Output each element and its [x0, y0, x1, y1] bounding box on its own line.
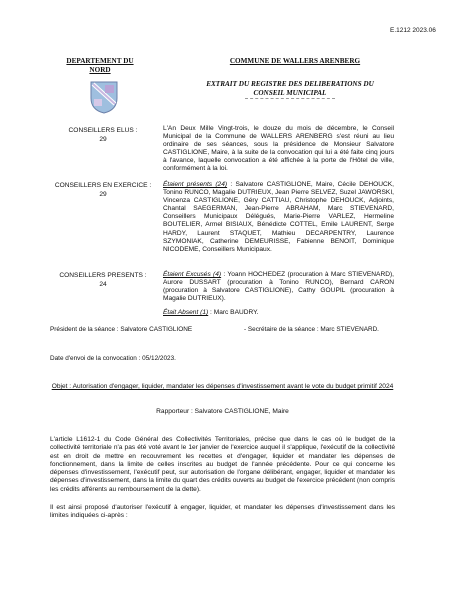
- intro-paragraph: L'An Deux Mille Vingt-trois, le douze du mois de décembre, le Conseil Municipal de la Commune de WALLERS ARENBERG s'est réuni au lieu ordinaire de ses séances, sous la présidence de Monsieur Salvatore CASTIGLIONE, Maire, à la suite de la convocation qui lui a été faite cinq jours à l'avance, laquelle convocation a été affichée à la porte de l'Hôtel de ville, conformément à la loi.: [163, 125, 394, 173]
- absent-paragraph: [163, 309, 394, 317]
- department-heading: DEPARTEMENT DU NORD: [66, 57, 134, 74]
- convocation-date: Date d'envoi de la convocation : 05/12/2023.: [50, 355, 176, 362]
- commune-coat-of-arms-logo: [89, 80, 119, 114]
- president-line: Président de la séance : Salvatore CASTIGLIONE: [50, 326, 193, 333]
- conseillers-exercice-count: 29: [99, 191, 107, 198]
- conseillers-exercice-label: CONSEILLERS EN EXERCICE :: [54, 182, 152, 189]
- presents-paragraph: [163, 181, 394, 254]
- commune-heading: COMMUNE DE WALLERS ARENBERG: [229, 57, 361, 65]
- excuses-paragraph: [163, 271, 394, 303]
- document-reference: E.1212 2023.06: [390, 27, 436, 34]
- conseillers-elus-count: 29: [99, 136, 107, 143]
- rapporteur-line: Rapporteur : Salvatore CASTIGLIONE, Maire: [156, 408, 289, 415]
- presents-label: Étaient présents (24): [163, 181, 228, 188]
- conseillers-presents-count: 24: [99, 281, 107, 288]
- conseillers-elus-label: CONSEILLERS ELUS :: [68, 127, 138, 134]
- presents-list: : Salvatore CASTIGLIONE, Maire, Cécile DEHOUCK, Tonino RUNCO, Magalie DUTRIEUX, Jean Pierre SELVEZ, Suzel JAWORSKI, Vincenza CASTIGLIONE, Géry CATTIAU, Christophe DEHOUCK, Adjoints, Chantal SAEGERMAN, Jean-Pierre ABRAHAM, Marc STIEVENARD, Conseillers Municipaux Délégués, Marie-Pierre VARLEZ, Hermeline BOUTELIER, Armel BISIAUX, Bénédicte COTTEL, Emile LAURENT, Serge HARDY, Laurent STAQUET, Mathieu DECARPENTRY, Laurence SZYMONIAK, Catherine DEMEURISSE, Fabienne BENOIT, Dominique NICODEME, Conseillers Municipaux.: [163, 181, 394, 253]
- excuses-list: : Yoann HOCHEDEZ (procuration à Marc STIEVENARD), Aurore DUSSART (procuration à Tonino RUNCO), Bernard CARON (procuration à Salvatore CASTIGLIONE), Cathy GOUPIL (procuration à Magalie DUTRIEUX).: [163, 271, 395, 303]
- body-paragraph-1: L'article L1612-1 du Code Général des Collectivités Territoriales, précise que dans le cas où le budget de la collectivité territoriale n'a pas été voté avant le 1er janvier de l'exercice auquel il s'applique, l'exécutif de la collectivité est en droit de mettre en recouvrement les recettes et d'engager, liquider et mandater les dépenses de fonctionnement, dans la limite de celles inscrites au budget de l'année précédente. Pour ce qui concerne les dépenses d'investissement, l'exécutif peut, sur autorisation de l'organe délibérant, engager, liquider et mandater les dépenses d'investissement, dans la limite du quart des crédits ouverts au budget de l'exercice précédent (non compris les crédits afférents au remboursement de la dette).: [50, 436, 395, 493]
- extrait-heading: EXTRAIT DU REGISTRE DES DELIBERATIONS DU CONSEIL MUNICIPAL: [206, 80, 374, 97]
- conseillers-presents-label: CONSEILLERS PRESENTS :: [59, 272, 147, 279]
- divider: [245, 98, 335, 99]
- excuses-label: Étaient Excusés (4): [163, 271, 222, 278]
- objet-heading: Objet : Autorisation d'engager, liquider, mandater les dépenses d'investissement avant le vote du budget primitif 2024: [51, 383, 394, 390]
- absent-label: Était Absent (1): [163, 309, 209, 316]
- absent-list: : Marc BAUDRY.: [208, 309, 259, 316]
- body-paragraph-2: Il est ainsi proposé d'autoriser l'exécutif à engager, liquider, et mandater les dépenses d'investissement dans les limites indiquées ci-après :: [50, 504, 395, 520]
- secretaire-line: - Secrétaire de la séance : Marc STIEVENARD.: [244, 326, 379, 333]
